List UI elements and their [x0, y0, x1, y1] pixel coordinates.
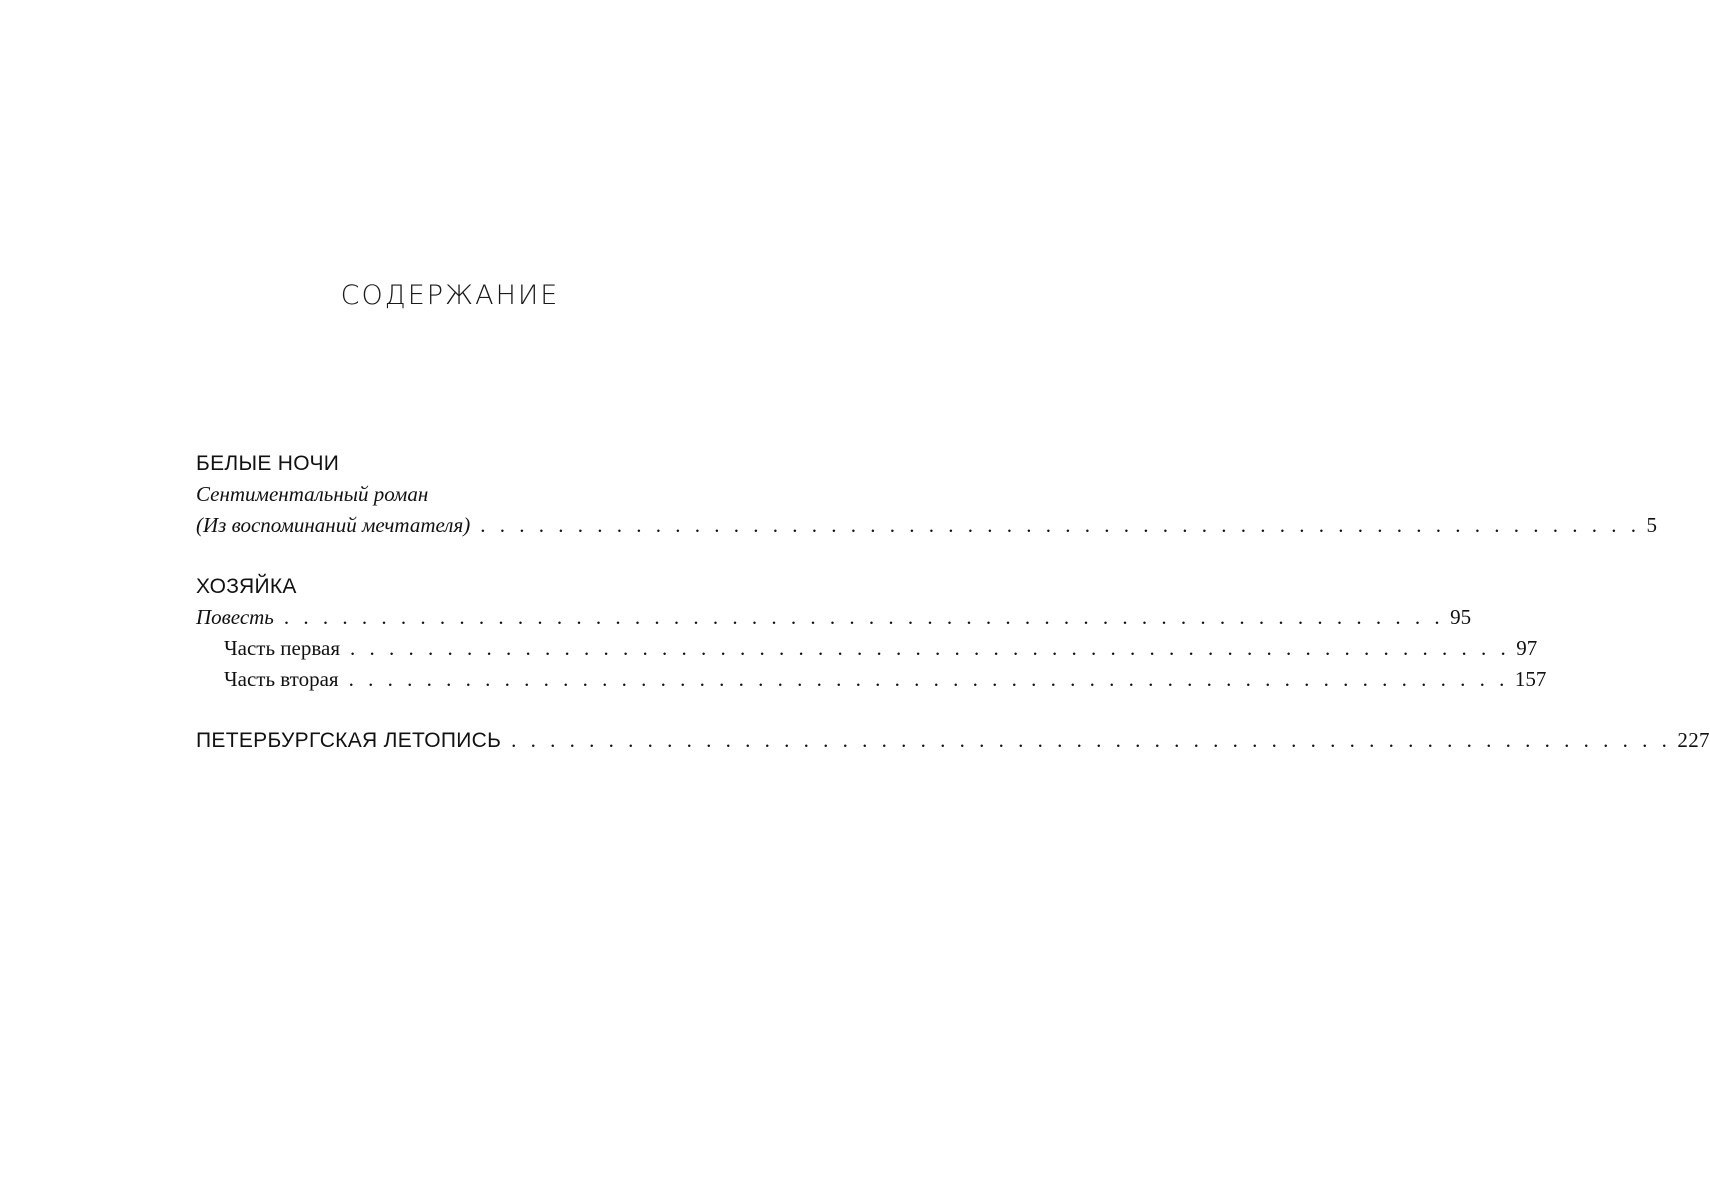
- toc-title-label: БЕЛЫЕ НОЧИ: [196, 452, 340, 475]
- toc-subtitle-white-nights: [196, 479, 706, 510]
- page-title: СОДЕРЖАНИЕ: [340, 280, 560, 311]
- section-gap: [196, 541, 706, 571]
- toc-entry-label: Часть первая: [224, 636, 340, 660]
- section-gap: [196, 695, 706, 725]
- toc-title-label: ХОЗЯЙКА: [196, 575, 297, 598]
- toc-entry-landlady-part-2[interactable]: [196, 664, 1547, 695]
- toc-entry-landlady-genre[interactable]: [196, 602, 1472, 633]
- dot-leader: . . . . . . . . . . . . . . . . . . . . . . . . . . . . . . . . . . . . . . . . . . . . . . . . . . . . . . . . . . . .: [348, 667, 1509, 691]
- toc-subtitle-label: Сентиментальный роман: [196, 482, 429, 506]
- toc-entry-landlady-part-1[interactable]: [196, 633, 1538, 664]
- toc-entry-label: Часть вторая: [224, 667, 339, 691]
- toc-entry-chronicle[interactable]: [196, 725, 1710, 756]
- toc-entry-white-nights[interactable]: [196, 510, 1657, 541]
- toc-page-number: 157: [1514, 667, 1547, 691]
- toc-entry-label: (Из воспоминаний мечтателя): [196, 513, 471, 537]
- dot-leader: . . . . . . . . . . . . . . . . . . . . . . . . . . . . . . . . . . . . . . . . . . . . . . . . . . . . . . . . . . . .: [511, 728, 1672, 752]
- toc-entry-label: Повесть: [196, 605, 274, 629]
- toc-title-landlady: [196, 571, 706, 602]
- toc-page-number: 227: [1677, 728, 1710, 752]
- toc-entry-label: ПЕТЕРБУРГСКАЯ ЛЕТОПИСЬ: [196, 729, 502, 752]
- toc-title-white-nights: [196, 448, 706, 479]
- table-of-contents: [196, 448, 1710, 756]
- dot-leader: . . . . . . . . . . . . . . . . . . . . . . . . . . . . . . . . . . . . . . . . . . . . . . . . . . . . . . . . . . . .: [283, 605, 1445, 629]
- dot-leader: . . . . . . . . . . . . . . . . . . . . . . . . . . . . . . . . . . . . . . . . . . . . . . . . . . . . . . . . . . . .: [349, 636, 1511, 660]
- toc-page-number: 5: [1646, 513, 1657, 537]
- dot-leader: . . . . . . . . . . . . . . . . . . . . . . . . . . . . . . . . . . . . . . . . . . . . . . . . . . . . . . . . . . . .: [480, 513, 1641, 537]
- toc-page-number: 95: [1450, 605, 1472, 629]
- toc-page-number: 97: [1516, 636, 1538, 660]
